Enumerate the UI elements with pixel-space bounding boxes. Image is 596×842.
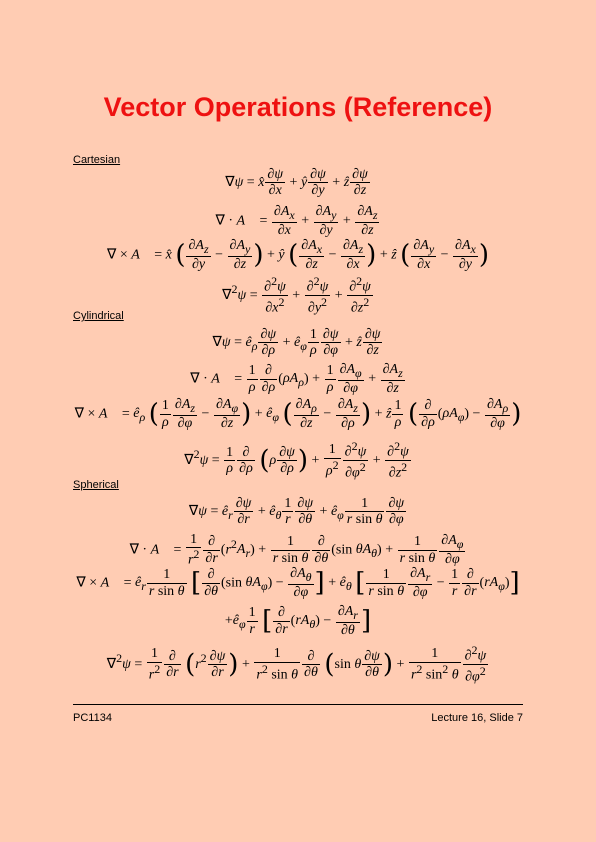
equation-cylindrical-divergence: ∇ · A⃗ = $\frac{1}{\rho}$ $\frac{\partial}{\partial\rho}$ $(\rho A_\rho)$ + $\frac{1}{\rho}$ $\frac{\partial A_\varphi}{\partial\varphi}$ + $\frac{\partial A_z}{\partial z}$ [190, 362, 403, 396]
equation-cartesian-laplacian: ∇$^2$ψ = $\frac{\partial^2\psi}{\partial x^2}$ + $\frac{\partial^2\psi}{\partial y^2}$ + $\frac{\partial^2\psi}{\partial z^2}$ [222, 274, 371, 316]
equation-cartesian-divergence: ∇ · A⃗ = $\frac{\partial A_x}{\partial x}$ + $\frac{\partial A_y}{\partial y}$ + $\frac{\partial A_z}{\partial z}$ [215, 204, 378, 238]
equation-cylindrical-gradient: $\nabla\psi = ê_\rho$ $\frac{\partial\psi}{\partial\rho}$ + $ê_\varphi$ $\frac{1}{\rho}$ $\frac{\partial\psi}{\partial\varphi}$ + ẑ $\frac{\partial\psi}{\partial z}$ [212, 327, 381, 359]
footer-course-code: PC1134 [73, 712, 112, 724]
equation-cylindrical-curl: ∇ × A⃗ = $ê_\rho$ ( $\frac{1}{\rho}$ $\frac{\partial A_z}{\partial\varphi}$ − $\frac{\partial A_\varphi}{\partial z}$ ) + $ê_\varphi$ ( $\frac{\partial A_\rho}{\partial z}$ − $\frac{\partial A_z}{\partial\rho}$ ) + ẑ $\frac{1}{\rho}$ ( $\frac{\partial}{\partial\rho}$ $(\rho A_\varphi)$ − $\frac{\partial A_\rho}{\partial\varphi}$ ) [74, 397, 522, 431]
footer-divider [73, 704, 523, 705]
equation-cartesian-curl: ∇ × A⃗ = x̂ ( $\frac{\partial A_z}{\partial y}$ − $\frac{\partial A_y}{\partial z}$ ) + ŷ ( $\frac{\partial A_x}{\partial z}$ − $\frac{\partial A_z}{\partial x}$ ) + ẑ ( $\frac{\partial A_y}{\partial x}$ − $\frac{\partial A_x}{\partial y}$ ) [106, 238, 490, 272]
section-heading-cylindrical: Cylindrical [73, 310, 124, 322]
section-heading-cartesian: Cartesian [73, 154, 121, 166]
equation-cylindrical-laplacian: ∇$^2$ψ = $\frac{1}{\rho}$ $\frac{\partial}{\partial\rho}$ (ρ $\frac{\partial\psi}{\partial\rho}$ ) + $\frac{1}{\rho^2}$ $\frac{\partial^2\psi}{\partial\varphi^2}$ + $\frac{\partial^2\psi}{\partial z^2}$ [184, 439, 409, 481]
section-heading-spherical: Spherical [73, 479, 119, 491]
equation-spherical-gradient: $\nabla\psi = ê_r$ $\frac{\partial\psi}{\partial r}$ + $ê_\theta$ $\frac{1}{r}$ $\frac{\partial\psi}{\partial\theta}$ + $ê_\varphi$ $\frac{1}{\text{r sin θ}}$ $\frac{\partial\psi}{\partial\varphi}$ [188, 496, 405, 528]
equation-spherical-divergence: ∇ · A⃗ = $\frac{1}{r^2}$ $\frac{\partial}{\partial r}$ $(r^2A_r)$ + $\frac{1}{\text{r sin θ}}$ $\frac{\partial}{\partial\theta}$ (sin $\theta A_\theta$) + $\frac{1}{\text{r sin θ}}$ $\frac{\partial A_\varphi}{\partial\varphi}$ [129, 532, 464, 569]
equation-spherical-curl-line1: ∇ × A⃗ = $ê_r$ $\frac{1}{\text{r sin θ}}$ [ $\frac{\partial}{\partial\theta}$ (sin $\theta A_\varphi$) − $\frac{\partial A_\theta}{\partial\varphi}$ ] + $ê_\theta$ [ $\frac{1}{\text{r sin θ}}$ $\frac{\partial A_r}{\partial\varphi}$ − $\frac{1}{r}$ $\frac{\partial}{\partial r}$ $(rA_\varphi)$] [76, 566, 520, 600]
equation-spherical-laplacian: ∇$^2$ψ = $\frac{1}{r^2}$ $\frac{\partial}{\partial r}$ ($r^2$ $\frac{\partial\psi}{\partial r}$ ) + $\frac{1}{r^2 \sin \theta}$ $\frac{\partial}{\partial\theta}$ (sin θ $\frac{\partial\psi}{\partial\theta}$ ) + $\frac{1}{r^2 \sin^2 \theta}$ $\frac{\partial^2\psi}{\partial\varphi^2}$ [106, 643, 487, 685]
page-title: Vector Operations (Reference) [103, 92, 493, 122]
equation-spherical-curl-line2: $+ê_\varphi$ $\frac{1}{r}$ [ $\frac{\partial}{\partial r}$ $(rA_\theta)$ − $\frac{\partial A_r}{\partial\theta}$ ] [224, 604, 372, 638]
footer-slide-info: Lecture 16, Slide 7 [431, 712, 523, 724]
equation-cartesian-gradient: ∇ψ = x̂ $\frac{\partial\psi}{\partial x}$ + ŷ $\frac{\partial\psi}{\partial y}$ + ẑ $\frac{\partial\psi}{\partial z}$ [225, 167, 368, 199]
